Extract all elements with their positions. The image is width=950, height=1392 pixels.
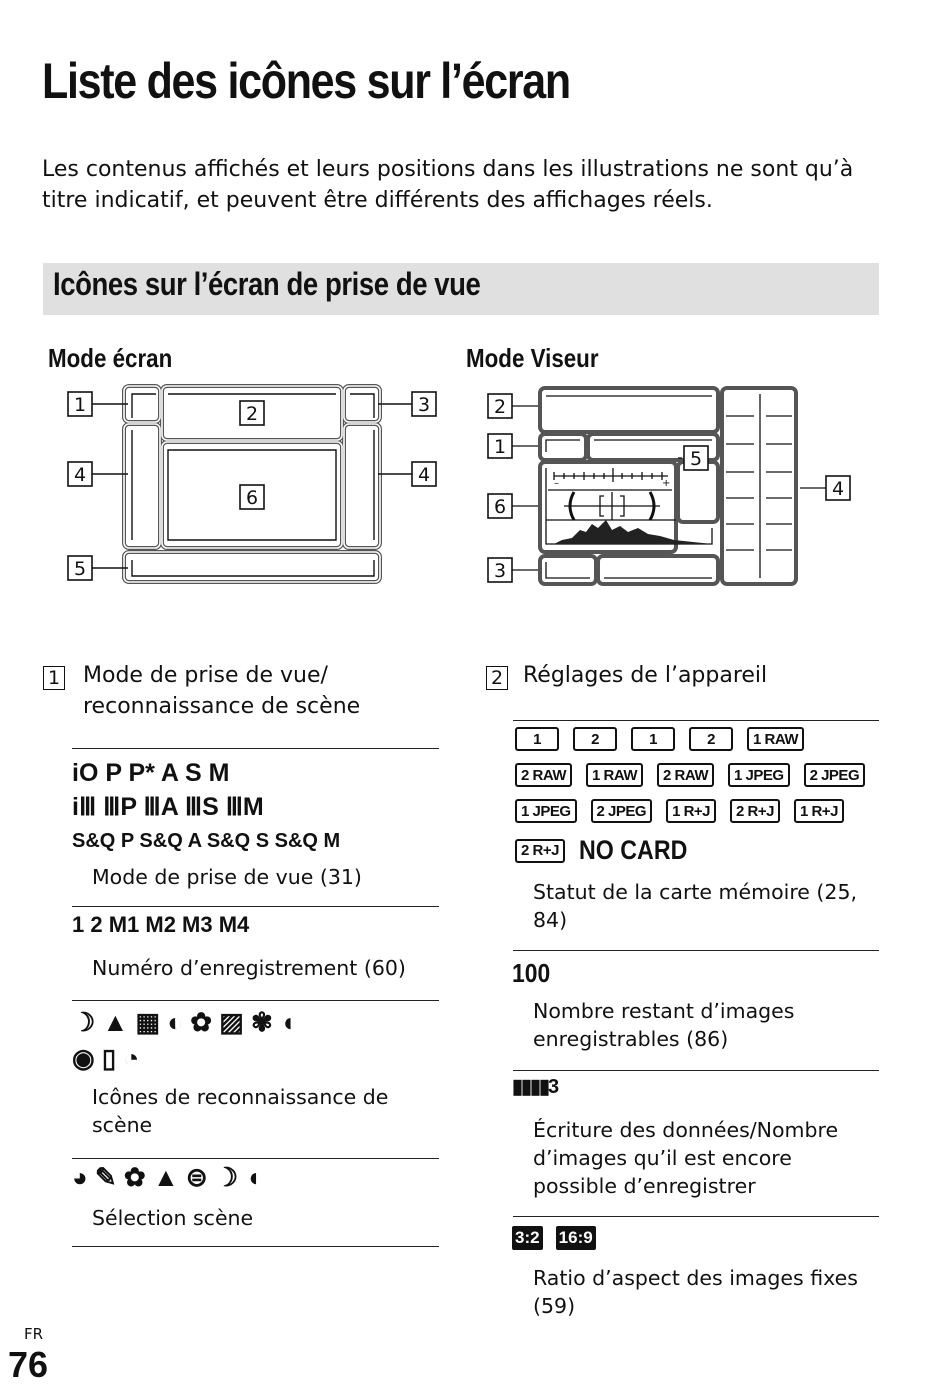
page-number: 76 (8, 1344, 49, 1385)
page-title: Liste des icônes sur l’écran (42, 53, 570, 109)
divider (72, 1158, 439, 1159)
vf-callout-6: 6 (493, 496, 507, 518)
scene-recognition-icons: ☽ ▲ ▦ ◐ ✿ ▨ ✾ ◖ ◉ ▯ ◔ (72, 1007, 296, 1073)
vf-callout-2: 2 (493, 396, 507, 418)
write-status-icon: ▮▮▮▮3 (512, 1076, 558, 1098)
callout-4: 4 (73, 464, 87, 486)
viewfinder-mode-diagram (482, 380, 862, 592)
callout-5: 5 (73, 558, 87, 580)
divider (513, 1216, 879, 1217)
divider (513, 1070, 879, 1071)
callout-3: 3 (417, 394, 431, 416)
svg-text:–: – (554, 478, 559, 489)
aspect-3-2-badge: 3:2 (512, 1226, 543, 1250)
language-code: FR (24, 1325, 44, 1343)
divider (72, 906, 439, 907)
vf-callout-4: 4 (831, 478, 845, 500)
vf-callout-5: 5 (689, 448, 703, 470)
aspect-16-9-badge: 16:9 (556, 1226, 596, 1250)
aspect-ratio-icons (512, 1226, 604, 1250)
recording-number-desc: Numéro d’enregistrement (60) (92, 956, 406, 980)
no-card-label: NO CARD (578, 835, 688, 865)
section-number-1: 1 (43, 666, 65, 690)
viewfinder-mode-label: Mode Viseur (466, 343, 599, 373)
divider (513, 720, 879, 721)
vf-callout-3: 3 (493, 560, 507, 582)
shooting-mode-icons: iO P P* A S M iⅢ ⅢP ⅢA ⅢS ⅢM S&Q P S&Q A S&Q S S&Q M (72, 759, 341, 852)
memory-card-desc: Statut de la carte mémoire (25, 84) (533, 880, 858, 932)
vf-callout-1: 1 (493, 436, 507, 458)
divider (72, 1000, 439, 1001)
screen-mode-label: Mode écran (48, 343, 173, 373)
callout-2: 2 (245, 403, 259, 425)
callout-6: 6 (245, 487, 259, 509)
callout-4b: 4 (417, 464, 431, 486)
divider (72, 748, 439, 749)
svg-text:+: + (662, 478, 671, 489)
callout-1: 1 (73, 394, 87, 416)
scene-selection-icons: ◕ ✎ ✿ ▲ ⊜ ☽ ◖ (72, 1162, 262, 1192)
scene-recognition-desc: Icônes de reconnaissance de scène (92, 1085, 389, 1137)
section-number-2: 2 (486, 666, 508, 690)
scene-selection-desc: Sélection scène (92, 1206, 254, 1230)
section-title: Icônes sur l’écran de prise de vue (53, 266, 481, 302)
remaining-count: 100 (512, 958, 551, 988)
intro-text: Les contenus affichés et leurs positions dans les illustrations ne sont qu’à titre indicatif, et peuvent être différents des affichages réels. (42, 157, 854, 213)
remaining-count-desc: Nombre restant d’images enregistrables (86) (533, 999, 795, 1051)
right-heading-text: Réglages de l’appareil (523, 663, 768, 688)
screen-mode-diagram (60, 380, 450, 590)
aspect-ratio-desc: Ratio d’aspect des images fixes (59) (533, 1266, 858, 1318)
recording-number-icons: 1 2 M1 M2 M3 M4 (72, 912, 250, 937)
divider (72, 1246, 439, 1247)
write-status-desc: Écriture des données/Nombre d’images qu’il est encore possible d’enregistrer (533, 1118, 839, 1198)
divider (513, 950, 879, 951)
memory-card-icons: 1 2 1 2 1 RAW 2 RAW 1 RAW 2 RAW 1 JPEG 2 JPEG 1 JPEG 2 JPEG 1 R+J 2 R+J 1 R+J 2 R+J NO CARD (515, 727, 875, 866)
left-heading-text: Mode de prise de vue/ reconnaissance de scène (83, 663, 361, 719)
shooting-mode-desc: Mode de prise de vue (31) (92, 865, 362, 889)
